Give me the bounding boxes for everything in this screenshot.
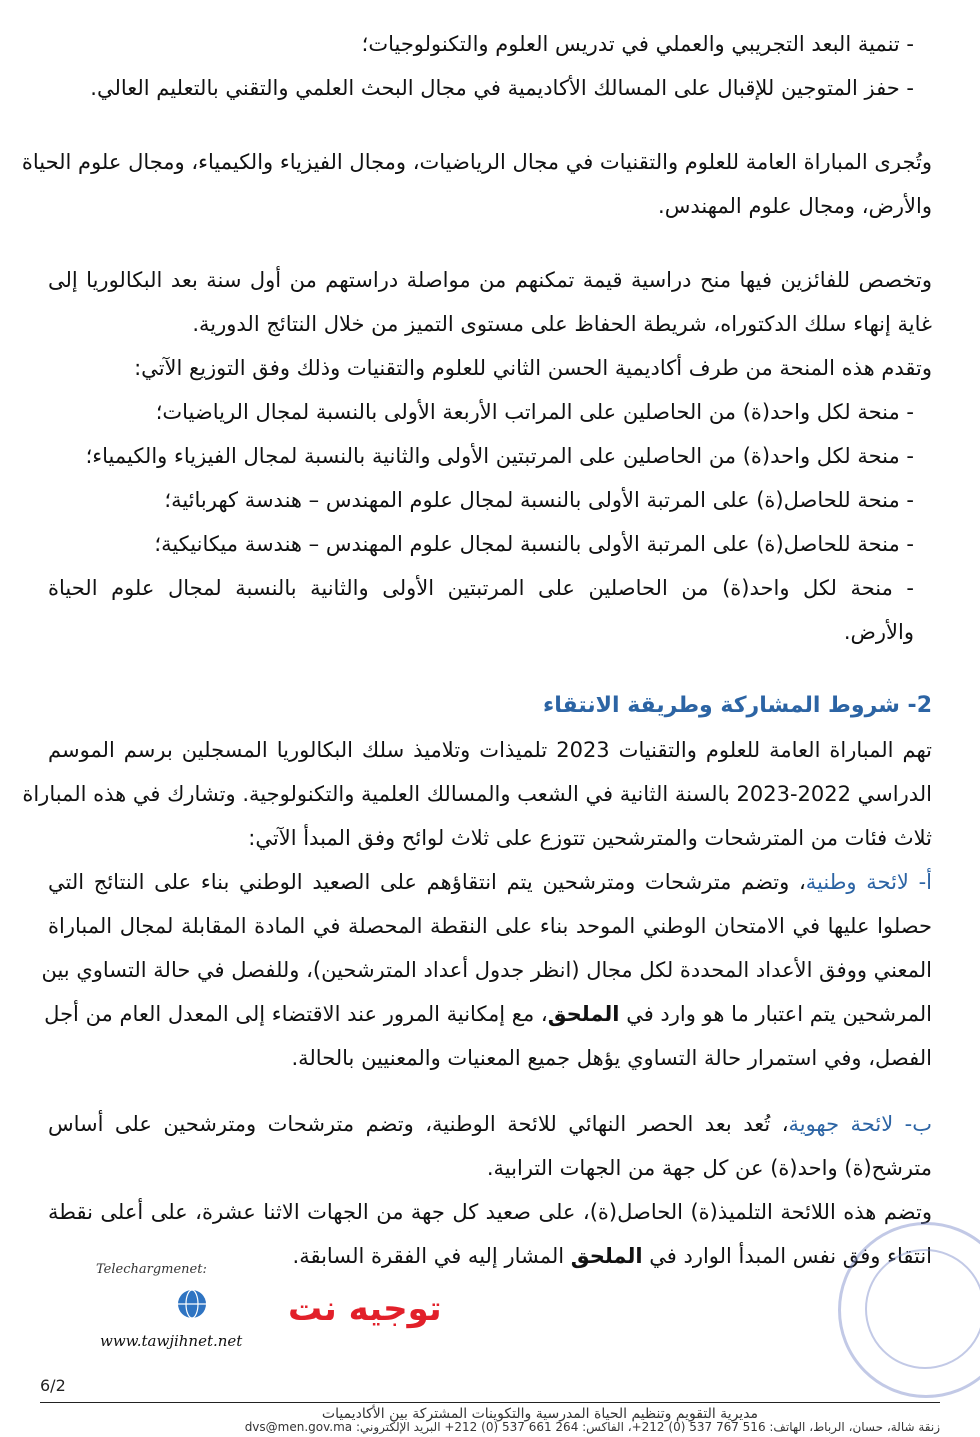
page-number: 6/2 (40, 1376, 66, 1395)
watermark-logo (92, 1282, 442, 1332)
grant-item: - منحة لكل واحد(ة) من الحاصلين على المرتبتين الأولى والثانية بالنسبة لمجال علوم الحياة (48, 576, 914, 600)
paragraph-line: الفصل، وفي استمرار حالة التساوي يؤهل جميع المعنيات والمعنيين بالحالة. (291, 1046, 932, 1070)
watermark-label: Telechargmenet: (96, 1262, 207, 1277)
text-span: المشار إليه في الفقرة السابقة. (292, 1244, 571, 1268)
national-list-line (48, 860, 932, 904)
paragraph-line: وتُجرى المباراة العامة للعلوم والتقنيات في مجال الرياضيات، ومجال الفيزياء والكيمياء، ومجال علوم الحياة (21, 150, 932, 174)
national-list-label: أ- لائحة وطنية (805, 870, 932, 894)
watermark-brand-text: توجيه نت (288, 1289, 442, 1329)
paragraph-line: ثلاث فئات من المترشحات والمترشحين تتوزع على ثلاث لوائح وفق المبدأ الآتي: (248, 826, 932, 850)
paragraph-line: والأرض، ومجال علوم المهندس. (658, 194, 932, 218)
objective-item: - تنمية البعد التجريبي والعملي في تدريس العلوم والتكنولوجيات؛ (361, 32, 914, 56)
grant-item: - منحة لكل واحد(ة) من الحاصلين على المرتبتين الأولى والثانية بالنسبة لمجال الفيزياء والكيمياء؛ (85, 444, 914, 468)
watermark-url: www.tawjihnet.net (100, 1332, 243, 1350)
paragraph-line: وتضم هذه اللائحة التلميذ(ة) الحاصل(ة)، على صعيد كل جهة من الجهات الاثنا عشرة، على أعلى نقطة (48, 1200, 932, 1224)
text-span: ، مع إمكانية المرور عند الاقتضاء إلى المعدل العام من أجل (44, 1002, 548, 1026)
paragraph-line: وتقدم هذه المنحة من طرف أكاديمية الحسن الثاني للعلوم والتقنيات وذلك وفق التوزيع الآتي: (134, 356, 932, 380)
grant-item: - منحة للحاصل(ة) على المرتبة الأولى بالنسبة لمجال علوم المهندس – هندسة ميكانيكية؛ (154, 532, 914, 556)
paragraph-line: غاية إنهاء سلك الدكتوراه، شريطة الحفاظ على مستوى التميز من خلال النتائج الدورية. (192, 312, 932, 336)
text-span: المرشحين يتم اعتبار ما هو وارد في (619, 1002, 932, 1026)
page-content (21, 22, 932, 1278)
regional-list-label: ب- لائحة جهوية (788, 1112, 932, 1136)
section-heading: 2- شروط المشاركة وطريقة الانتقاء (543, 693, 932, 718)
paragraph-line: المعني ووفق الأعداد المحددة لكل مجال (انظر جدول أعداد المترشحين)، وللفصل في حالة التساوي بين (41, 958, 932, 982)
grant-item-continuation: والأرض. (843, 620, 914, 644)
grant-item: - منحة لكل واحد(ة) من الحاصلين على المراتب الأربعة الأولى بالنسبة لمجال الرياضيات؛ (155, 400, 914, 424)
footer-divider (40, 1402, 940, 1403)
paragraph-line: مترشح(ة) واحد(ة) عن كل جهة من الجهات الترابية. (486, 1156, 932, 1180)
paragraph-line (44, 992, 932, 1036)
paragraph-line: وتخصص للفائزين فيها منح دراسية قيمة تمكنهم من مواصلة دراستهم من أول سنة بعد البكالوريا إلى (48, 268, 932, 292)
grant-item: - منحة للحاصل(ة) على المرتبة الأولى بالنسبة لمجال علوم المهندس – هندسة كهربائية؛ (164, 488, 914, 512)
watermark (92, 1262, 442, 1362)
official-stamp-inner-ring (865, 1249, 980, 1369)
regional-list-line (48, 1102, 932, 1146)
regional-list-text: ، تُعد بعد الحصر النهائي للائحة الوطنية، وتضم مترشحات ومترشحين على أساس (48, 1112, 789, 1136)
objective-item: - حفز المتوجين للإقبال على المسالك الأكاديمية في مجال البحث العلمي والتقني بالتعليم العالي. (90, 76, 914, 100)
footer-title: مديرية التقويم وتنظيم الحياة المدرسية والتكوينات المشتركة بين الأكاديميات (321, 1406, 759, 1422)
national-list-text: ، وتضم مترشحات ومترشحين يتم انتقاؤهم على الصعيد الوطني بناء على النتائج التي (48, 870, 806, 894)
footer-contact: زنقة شالة، حسان، الرباط، الهاتف: 516 767 537 (0) 212+، الفاكس: 264 661 537 (0) 212+ البريد الإلكتروني: dvs@men.gov.ma (244, 1420, 940, 1434)
paragraph-line: حصلوا عليها في الامتحان الوطني الموحد بناء على النقطة المحصلة في المادة المقابلة لمجال المباراة (48, 914, 932, 938)
paragraph-line: الدراسي 2022-2023 بالسنة الثانية في الشعب والمسالك العلمية والتكنولوجية. وتشارك في هذه المباراة (22, 782, 932, 806)
text-span: انتقاء وفق نفس المبدأ الوارد في (642, 1244, 932, 1268)
annex-reference: الملحق (570, 1244, 643, 1268)
paragraph-line: تهم المباراة العامة للعلوم والتقنيات 2023 تلميذات وتلاميذ سلك البكالوريا المسجلين برسم الموسم (48, 738, 932, 762)
annex-reference: الملحق (547, 1002, 620, 1026)
